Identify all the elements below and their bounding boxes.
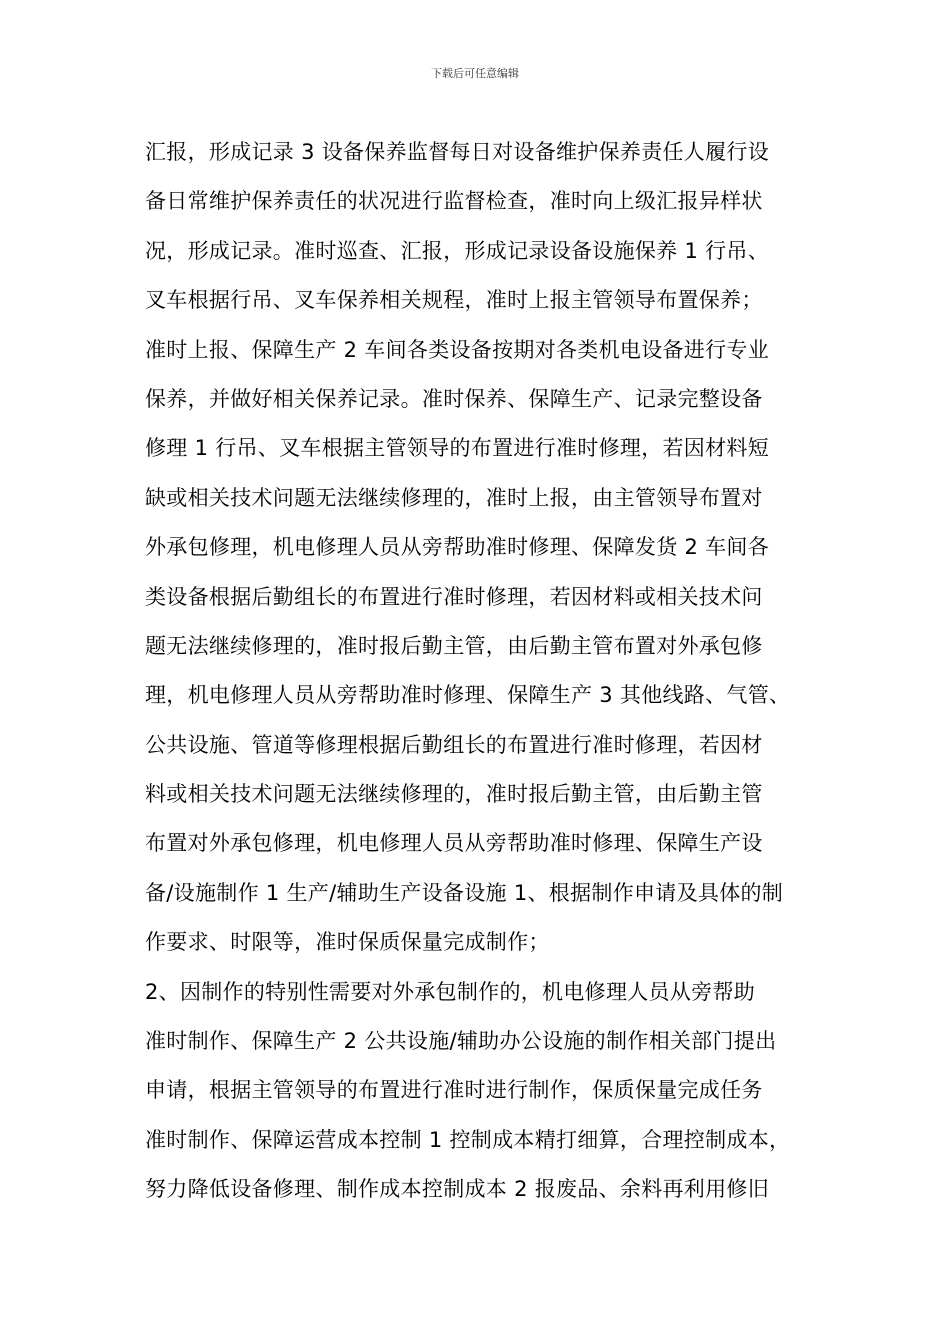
text-line: 外承包修理，机电修理人员从旁帮助准时修理、保障发货 2 车间各 bbox=[145, 535, 770, 560]
body-text bbox=[145, 128, 835, 1215]
text-line: 理，机电修理人员从旁帮助准时修理、保障生产 3 其他线路、气管、 bbox=[145, 683, 791, 708]
text-line: 备/设施制作 1 生产/辅助生产设备设施 1、根据制作申请及具体的制 bbox=[145, 880, 784, 905]
text-line: 缺或相关技术问题无法继续修理的，准时上报，由主管领导布置对 bbox=[145, 485, 763, 510]
text-line: 题无法继续修理的，准时报后勤主管，由后勤主管布置对外承包修 bbox=[145, 633, 763, 658]
text-line: 申请，根据主管领导的布置进行准时进行制作，保质保量完成任务 bbox=[145, 1078, 763, 1103]
text-line: 类设备根据后勤组长的布置进行准时修理，若因材料或相关技术问 bbox=[145, 584, 763, 609]
text-line: 作要求、时限等，准时保质保量完成制作； bbox=[145, 930, 550, 955]
text-line: 2、因制作的特别性需要对外承包制作的，机电修理人员从旁帮助 bbox=[145, 979, 756, 1004]
text-line: 况，形成记录。准时巡查、汇报，形成记录设备设施保养 1 行吊、 bbox=[145, 238, 770, 263]
text-line: 修理 1 行吊、叉车根据主管领导的布置进行准时修理，若因材料短 bbox=[145, 436, 770, 461]
text-line: 准时上报、保障生产 2 车间各类设备按期对各类机电设备进行专业 bbox=[145, 337, 770, 362]
text-line: 保养，并做好相关保养记录。准时保养、保障生产、记录完整设备 bbox=[145, 386, 763, 411]
text-line: 公共设施、管道等修理根据后勤组长的布置进行准时修理，若因材 bbox=[145, 732, 763, 757]
text-line: 努力降低设备修理、制作成本控制成本 2 报废品、余料再利用修旧 bbox=[145, 1177, 770, 1202]
text-line: 准时制作、保障生产 2 公共设施/辅助办公设施的制作相关部门提出 bbox=[145, 1029, 777, 1054]
text-line: 准时制作、保障运营成本控制 1 控制成本精打细算，合理控制成本， bbox=[145, 1127, 791, 1152]
text-line: 料或相关技术问题无法继续修理的，准时报后勤主管，由后勤主管 bbox=[145, 782, 763, 807]
page-header: 下载后可任意编辑 bbox=[431, 67, 519, 80]
text-line: 汇报，形成记录 3 设备保养监督每日对设备维护保养责任人履行设 bbox=[145, 140, 770, 164]
text-line: 叉车根据行吊、叉车保养相关规程，准时上报主管领导布置保养； bbox=[145, 288, 763, 313]
text-line: 备日常维护保养责任的状况进行监督检查，准时向上级汇报异样状 bbox=[145, 189, 763, 214]
text-line: 布置对外承包修理，机电修理人员从旁帮助准时修理、保障生产设 bbox=[145, 831, 763, 856]
